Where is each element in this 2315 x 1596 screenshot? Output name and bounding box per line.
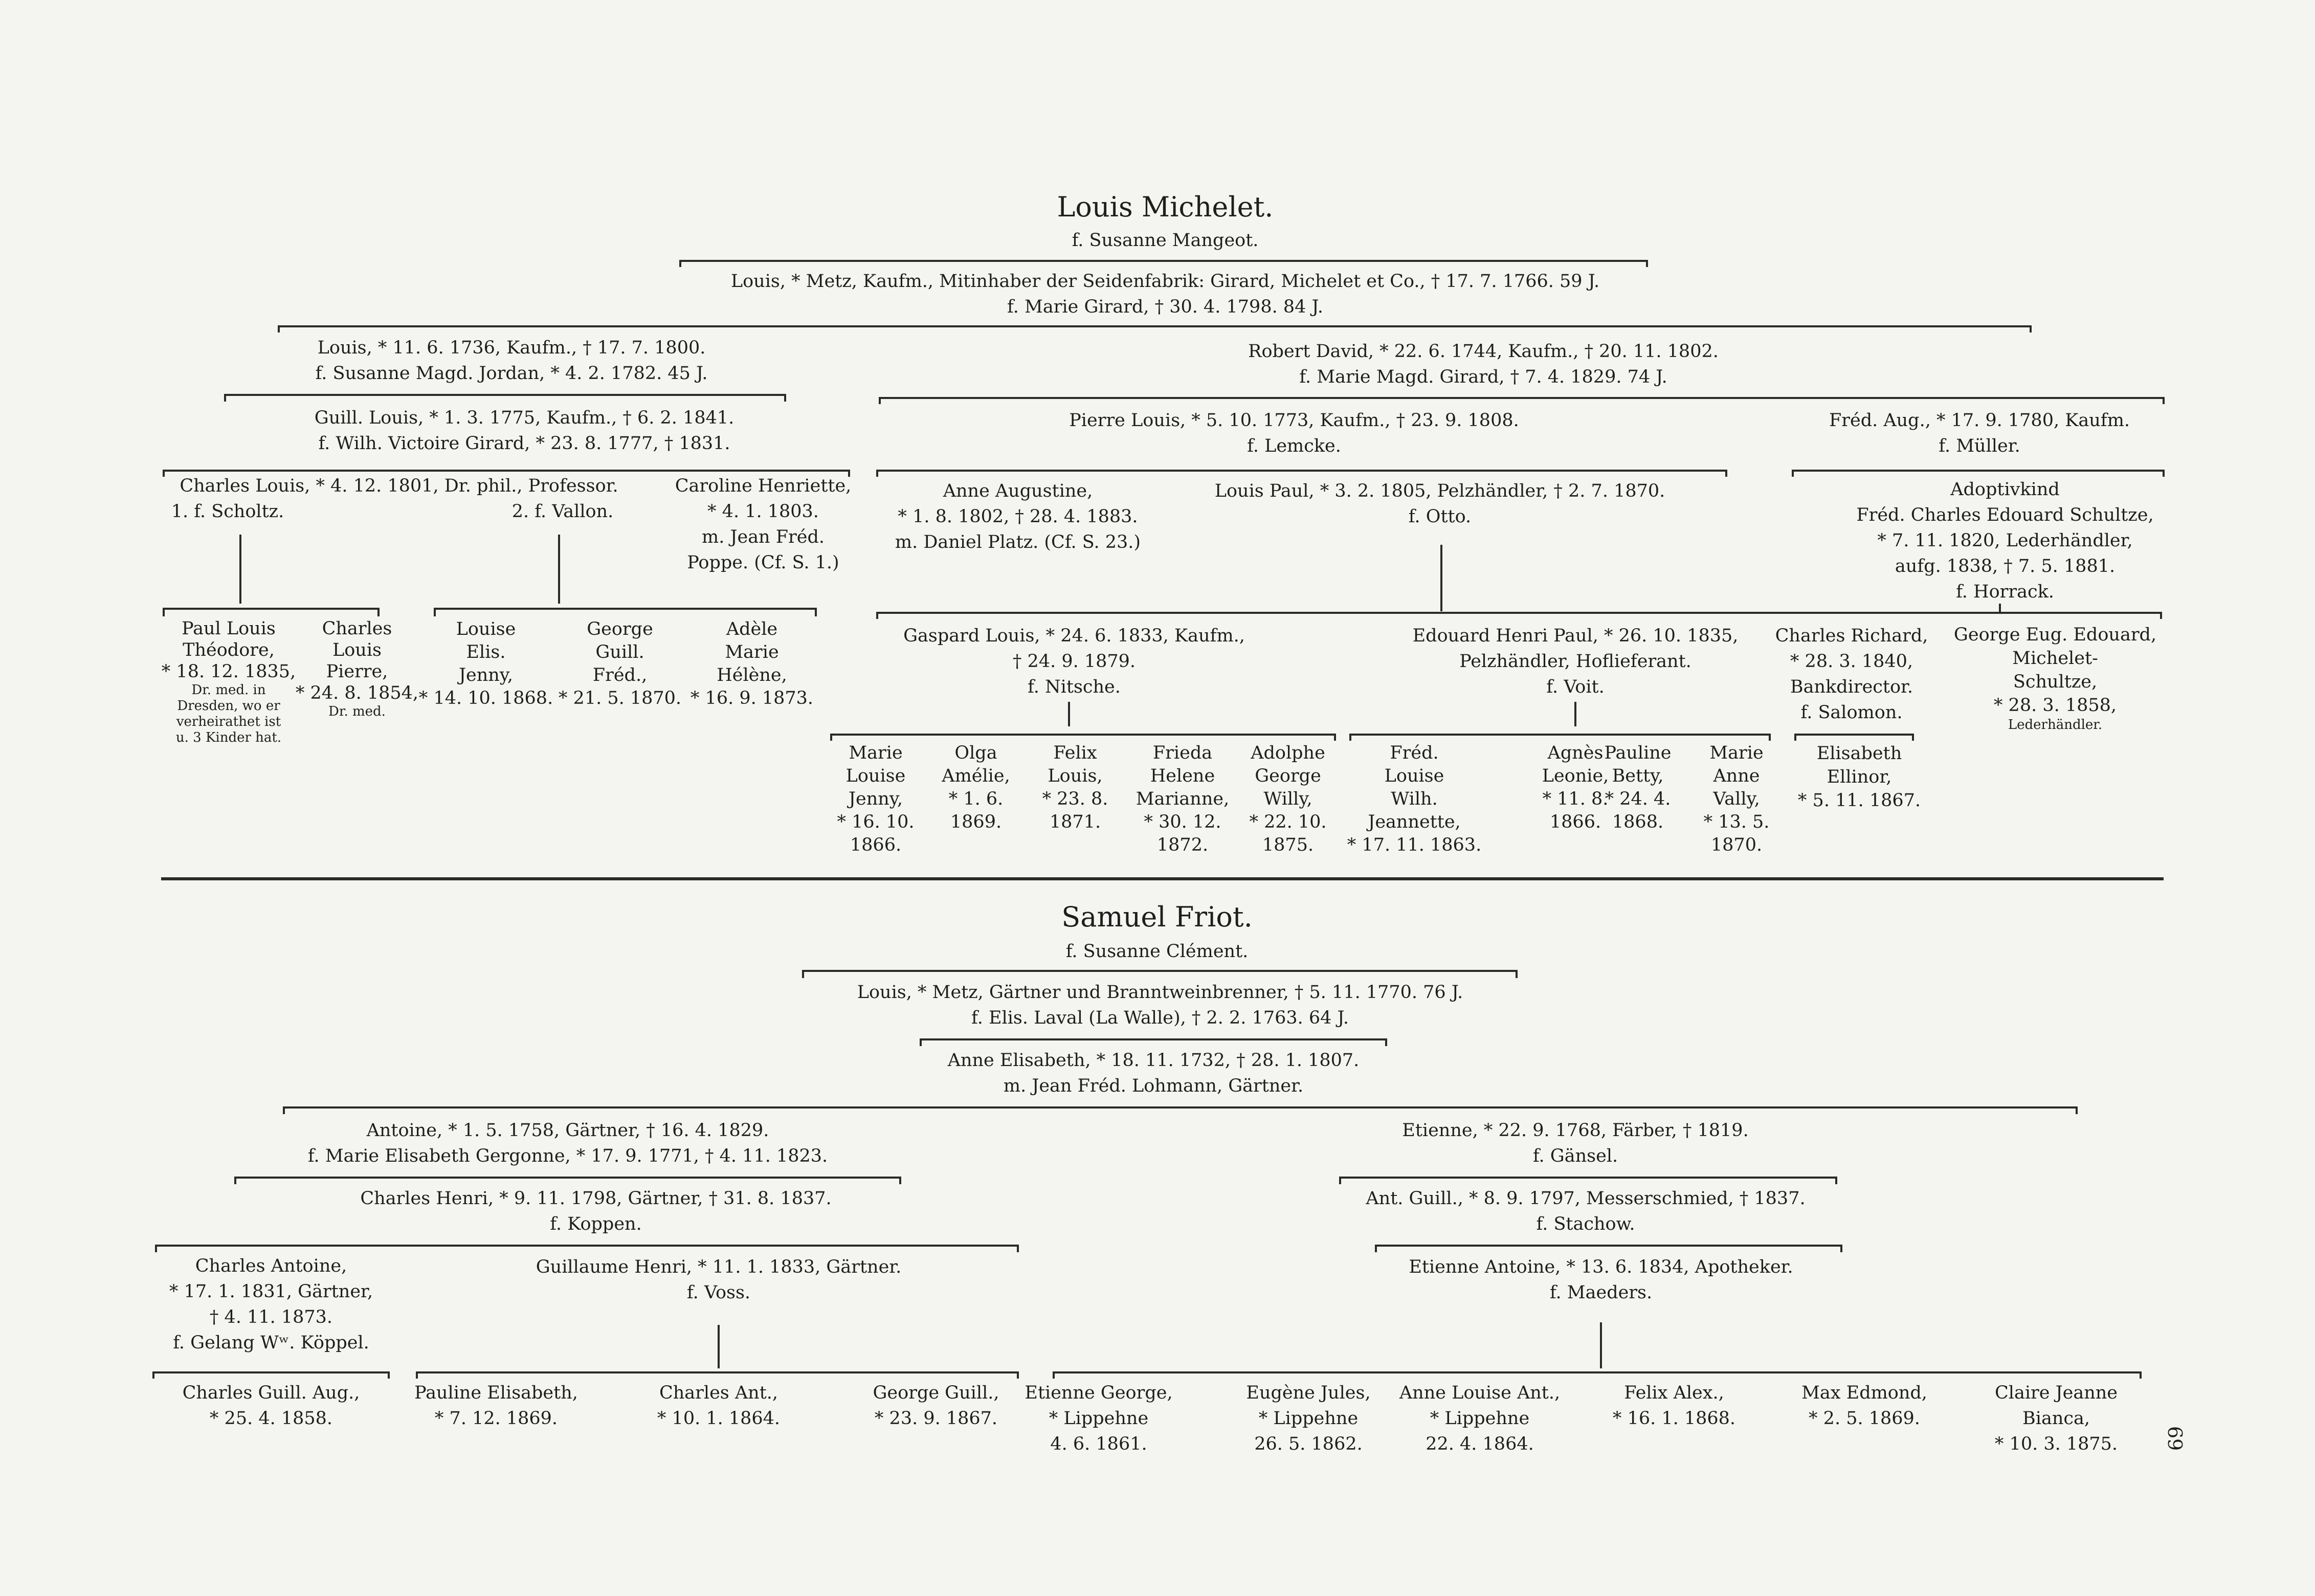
michelet-gen2-robert	[1248, 339, 1719, 390]
etienne-george	[1025, 1380, 1172, 1457]
text-line: Pelzhändler, Hoflieferant.	[1459, 651, 1691, 672]
edouard-henri-paul	[1413, 623, 1739, 700]
text-line: 1871.	[1049, 812, 1101, 832]
text-line: George	[1255, 766, 1321, 786]
text-line: Pierre,	[326, 661, 388, 682]
text-line: f. Gelang Wʷ. Köppel.	[173, 1333, 369, 1353]
spouse-line: f. Koppen.	[550, 1214, 642, 1234]
text-line: Hélène,	[717, 665, 787, 685]
person-line: Louis, * Metz, Kaufm., Mitinhaber der Seidenfabrik: Girard, Michelet et Co., † 17. 7. 1766. 59 J.	[730, 271, 1600, 292]
text-line: * 13. 5.	[1703, 812, 1770, 832]
text-line: Louis	[332, 640, 382, 660]
brace-louis-paul-children	[877, 613, 2161, 619]
friot-spouse: f. Susanne Clément.	[1065, 941, 1249, 962]
text-line: 22. 4. 1864.	[1426, 1434, 1534, 1454]
text-line: * 16. 9. 1873.	[690, 688, 814, 708]
text-line: * 7. 12. 1869.	[434, 1408, 558, 1429]
text-line: * 11. 8.	[1542, 789, 1609, 809]
text-line: * 17. 11. 1863.	[1347, 835, 1482, 855]
text-line: * 16. 10.	[837, 812, 915, 832]
anne-augustine	[895, 478, 1141, 555]
text-line: * 22. 10.	[1249, 812, 1327, 832]
friot-gen1-anne	[948, 1048, 1360, 1099]
olga-amelie	[942, 742, 1010, 834]
text-line: * 10. 3. 1875.	[1994, 1434, 2118, 1454]
brace-charles-antoine-children	[153, 1372, 389, 1379]
text-line: Jenny,	[848, 789, 903, 809]
friot-title: Samuel Friot.	[1061, 901, 1253, 933]
spouse-line: f. Voss.	[686, 1282, 751, 1303]
brace-louis-anne-gen	[921, 1039, 1386, 1046]
text-line: Fréd.,	[592, 665, 648, 685]
etienne-antoine	[1409, 1254, 1793, 1305]
text-line: Marianne,	[1136, 789, 1230, 809]
text-line: 26. 5. 1862.	[1254, 1434, 1363, 1454]
text-line: Amélie,	[942, 766, 1010, 786]
fred-louise-wilh	[1347, 742, 1481, 857]
brace-edouard-children	[1350, 735, 1770, 741]
spouse-line: f. Lemcke.	[1247, 436, 1341, 456]
text-line: * 23. 8.	[1042, 789, 1108, 809]
person-line: Louis, * Metz, Gärtner und Branntweinbrenner, † 5. 11. 1770. 76 J.	[857, 982, 1463, 1003]
charles-louis: Charles Louis, * 4. 12. 1801, Dr. phil., Professor.	[180, 476, 618, 496]
marie-anne-vally	[1704, 742, 1770, 857]
brace-robert-children	[880, 398, 2164, 404]
eugene-jules	[1246, 1380, 1370, 1457]
text-line: Michelet-	[2012, 648, 2098, 669]
spouse-line: f. Elis. Laval (La Walle), † 2. 2. 1763. 64 J.	[971, 1008, 1349, 1028]
brace-charles-richard-child	[1795, 735, 1913, 741]
text-line: * Lippehne	[1049, 1408, 1149, 1429]
marie-louise-jenny	[837, 742, 914, 857]
text-line: Elis.	[466, 642, 506, 662]
text-line: Anne	[1713, 766, 1760, 786]
brace-louis-children	[225, 395, 785, 402]
frieda-helene	[1136, 742, 1229, 857]
person-line: Ant. Guill., * 8. 9. 1797, Messerschmied, † 1837.	[1366, 1188, 1806, 1209]
george-eug-edouard	[1954, 623, 2156, 733]
brace-ant-guill-children	[1376, 1246, 1841, 1252]
text-line: * 14. 10. 1868.	[418, 688, 553, 708]
friot-gen1-louis	[857, 980, 1463, 1031]
spouse-line: f. Gänsel.	[1532, 1146, 1618, 1166]
adele-marie-helene	[691, 618, 813, 710]
text-line: Edouard Henri Paul, * 26. 10. 1835,	[1412, 626, 1739, 646]
text-line: * 30. 12.	[1144, 812, 1221, 832]
louise-elis-jenny	[419, 618, 553, 710]
brace-pierre-louis-children	[877, 471, 1726, 477]
pauline-betty	[1604, 742, 1671, 834]
charles-louis-spouse-2: 2. f. Vallon.	[511, 501, 614, 522]
text-line: 1869.	[950, 812, 1002, 832]
text-line: Anne Louise Ant.,	[1399, 1383, 1561, 1403]
text-line: Charles Antoine,	[195, 1256, 347, 1276]
spouse-line: f. Otto.	[1408, 506, 1472, 527]
elisabeth-ellinor	[1798, 742, 1921, 812]
charles-richard	[1775, 623, 1928, 725]
person-line: Antoine, * 1. 5. 1758, Gärtner, † 16. 4. 1829.	[366, 1120, 769, 1141]
guill-louis	[315, 405, 734, 456]
text-line: George Guill.,	[873, 1383, 999, 1403]
text-line: Bankdirector.	[1790, 677, 1913, 697]
text-line: * 21. 5. 1870.	[558, 688, 682, 708]
text-line: Adoptivkind	[1950, 479, 2060, 500]
text-line: Caroline Henriette,	[675, 476, 852, 496]
person-line: Guill. Louis, * 1. 3. 1775, Kaufm., † 6. 2. 1841.	[314, 408, 734, 428]
text-line: * 4. 1. 1803.	[707, 501, 819, 522]
text-line: f. Voit.	[1546, 677, 1605, 697]
text-line: Schultze,	[2013, 672, 2098, 692]
brace-charles-louis-2-children	[435, 609, 816, 616]
michelet-title: Louis Michelet.	[1057, 191, 1274, 223]
text-line: 1866.	[1549, 812, 1601, 832]
brace-charles-louis-1-children	[164, 609, 379, 616]
note-line: Dr. med.	[328, 704, 386, 719]
text-line: Guill.	[595, 642, 644, 662]
text-line: Marie	[725, 642, 779, 662]
brace-antoine-children	[235, 1178, 900, 1184]
claire-jeanne	[1995, 1380, 2118, 1457]
text-line: Leonie,	[1542, 766, 1609, 786]
pauline-elisabeth	[414, 1380, 578, 1431]
text-line: Betty,	[1612, 766, 1664, 786]
text-line: f. Salomon.	[1800, 702, 1903, 723]
brace-michelet-gen2	[279, 326, 2031, 332]
text-line: Eugène Jules,	[1246, 1383, 1371, 1403]
text-line: Louise	[1384, 766, 1444, 786]
text-line: * 28. 3. 1840,	[1790, 651, 1913, 672]
spouse-line: f. Marie Girard, † 30. 4. 1798. 84 J.	[1007, 297, 1323, 317]
text-line: * 2. 5. 1869.	[1809, 1408, 1920, 1429]
text-line: * 16. 1. 1868.	[1612, 1408, 1736, 1429]
text-line: Claire Jeanne	[1994, 1383, 2118, 1403]
charles-guill-aug	[183, 1380, 360, 1431]
person-line: Anne Elisabeth, * 18. 11. 1732, † 28. 1. 1807.	[947, 1050, 1360, 1071]
text-line: Helene	[1150, 766, 1215, 786]
text-line: Charles Richard,	[1775, 626, 1928, 646]
person-line: Guillaume Henri, * 11. 1. 1833, Gärtner.	[536, 1257, 902, 1277]
text-line: Gaspard Louis, * 24. 6. 1833, Kaufm.,	[903, 626, 1245, 646]
text-line: Poppe. (Cf. S. 1.)	[687, 552, 839, 573]
person-line: Fréd. Aug., * 17. 9. 1780, Kaufm.	[1829, 410, 2130, 431]
text-line: * 25. 4. 1858.	[209, 1408, 333, 1429]
text-line: Jenny,	[458, 665, 514, 685]
text-line: Anne Augustine,	[943, 481, 1093, 501]
note-line: Dresden, wo er	[177, 698, 280, 714]
spouse-line: m. Jean Fréd. Lohmann, Gärtner.	[1003, 1076, 1304, 1096]
paul-louis	[162, 618, 296, 746]
text-line: * 1. 6.	[948, 789, 1004, 809]
brace-charles-henri-children	[156, 1246, 1018, 1252]
text-line: Louis,	[1048, 766, 1103, 786]
spouse-line: f. Müller.	[1939, 436, 2020, 456]
antoine	[308, 1118, 828, 1169]
text-line: * 23. 9. 1867.	[874, 1408, 998, 1429]
text-line: * 24. 8. 1854,	[295, 683, 419, 703]
text-line: Paul Louis	[182, 618, 276, 639]
text-line: f. Nitsche.	[1028, 677, 1121, 697]
text-line: Théodore,	[183, 640, 275, 660]
text-line: f. Horrack.	[1956, 582, 2054, 602]
text-line: Louise	[456, 619, 516, 639]
gaspard-louis	[903, 623, 1245, 700]
text-line: 1868.	[1612, 812, 1664, 832]
text-line: Elisabeth	[1816, 743, 1902, 764]
note-line: verheirathet ist	[176, 714, 281, 729]
anne-louise-ant	[1399, 1380, 1560, 1457]
text-line: * 18. 12. 1835,	[161, 661, 296, 682]
felix-louis	[1042, 742, 1108, 834]
text-line: Fréd. Charles Edouard Schultze,	[1856, 505, 2154, 525]
michelet-gen2-louis	[316, 335, 708, 386]
text-line: 1870.	[1710, 835, 1763, 855]
text-line: 1872.	[1156, 835, 1209, 855]
text-line: * 5. 11. 1867.	[1797, 790, 1921, 811]
text-line: Wilh.	[1391, 789, 1438, 809]
george-guill-fred	[559, 618, 681, 710]
text-line: Charles Ant.,	[659, 1383, 778, 1403]
spouse-line: f. Wilh. Victoire Girard, * 23. 8. 1777, † 1831.	[318, 433, 730, 454]
brace-etienne-antoine-children	[1054, 1372, 2141, 1379]
spouse-line: f. Susanne Magd. Jordan, * 4. 2. 1782. 45 J.	[315, 363, 708, 384]
text-line: * 1. 8. 1802, † 28. 4. 1883.	[898, 506, 1138, 527]
text-line: aufg. 1838, † 7. 5. 1881.	[1895, 556, 2116, 577]
charles-ant	[657, 1380, 780, 1431]
text-line: Adèle	[726, 619, 778, 639]
person-line: Charles Henri, * 9. 11. 1798, Gärtner, † 31. 8. 1837.	[360, 1188, 832, 1209]
person-line: Pierre Louis, * 5. 10. 1773, Kaufm., † 23. 9. 1808.	[1069, 410, 1519, 431]
text-line: Fréd.	[1390, 743, 1439, 763]
text-line: Marie	[1709, 743, 1764, 763]
text-line: * Lippehne	[1430, 1408, 1530, 1429]
agnes-leonie	[1542, 742, 1609, 834]
brace-friot-gen2	[284, 1107, 2077, 1114]
michelet-gen1-louis	[731, 269, 1599, 320]
text-line: Charles Guill. Aug.,	[182, 1383, 360, 1403]
felix-alex	[1613, 1380, 1735, 1431]
text-line: Willy,	[1263, 789, 1312, 809]
louis-paul	[1215, 478, 1665, 529]
text-line: * Lippehne	[1258, 1408, 1359, 1429]
text-line: * 10. 1. 1864.	[657, 1408, 781, 1429]
text-line: m. Daniel Platz. (Cf. S. 23.)	[895, 532, 1141, 552]
text-line: 1866.	[850, 835, 902, 855]
text-line: Pauline	[1604, 743, 1672, 763]
text-line: Felix Alex.,	[1624, 1383, 1724, 1403]
etienne	[1402, 1118, 1748, 1169]
text-line: Ellinor,	[1827, 767, 1892, 787]
person-line: Louis, * 11. 6. 1736, Kaufm., † 17. 7. 1800.	[317, 338, 706, 358]
brace-guillaume-henri-children	[417, 1372, 1018, 1379]
text-line: Max Edmond,	[1801, 1383, 1927, 1403]
brace-michelet-gen1	[680, 261, 1647, 267]
max-edmond	[1801, 1380, 1927, 1431]
text-line: 4. 6. 1861.	[1050, 1434, 1147, 1454]
text-line: 1875.	[1262, 835, 1314, 855]
text-line: † 4. 11. 1873.	[209, 1307, 333, 1327]
charles-antoine	[169, 1253, 373, 1356]
text-line: * 17. 1. 1831, Gärtner,	[169, 1281, 373, 1302]
person-line: Etienne Antoine, * 13. 6. 1834, Apotheker.	[1409, 1257, 1793, 1277]
text-line: George Eug. Edouard,	[1953, 625, 2157, 645]
text-line: m. Jean Fréd.	[702, 527, 825, 547]
brace-gaspard-children	[831, 735, 1335, 741]
spouse-line: f. Stachow.	[1536, 1214, 1635, 1234]
text-line: Charles	[322, 618, 392, 639]
ant-guill	[1366, 1186, 1805, 1237]
text-line: Bianca,	[2022, 1408, 2090, 1429]
michelet-spouse: f. Susanne Mangeot.	[1072, 230, 1259, 251]
page-number: 69	[2164, 1426, 2187, 1451]
text-line: Marie	[849, 743, 903, 763]
adoptivkind	[1856, 477, 2153, 605]
text-line: † 24. 9. 1879.	[1012, 651, 1136, 672]
text-line: Jeannette,	[1368, 812, 1461, 832]
adolphe-george	[1249, 742, 1326, 857]
person-line: Etienne, * 22. 9. 1768, Färber, † 1819.	[1402, 1120, 1749, 1141]
caroline-henriette	[675, 473, 852, 575]
text-line: Agnès	[1547, 743, 1604, 763]
text-line: Olga	[954, 743, 997, 763]
person-line: Louis Paul, * 3. 2. 1805, Pelzhändler, † 2. 7. 1870.	[1214, 481, 1665, 501]
text-line: Felix	[1053, 743, 1097, 763]
pierre-louis	[1069, 408, 1519, 459]
note-line: Dr. med. in	[191, 682, 266, 698]
text-line: Vally,	[1713, 789, 1760, 809]
guillaume-henri	[536, 1254, 902, 1305]
charles-henri	[360, 1186, 831, 1237]
person-line: Robert David, * 22. 6. 1744, Kaufm., † 20. 11. 1802.	[1248, 341, 1719, 362]
text-line: George	[587, 619, 653, 639]
text-line: Louise	[845, 766, 906, 786]
fred-aug	[1829, 408, 2130, 459]
charles-louis-pierre	[296, 618, 418, 720]
note-line: u. 3 Kinder hat.	[175, 730, 282, 745]
spouse-line: f. Maeders.	[1549, 1282, 1653, 1303]
george-guill-friot	[873, 1380, 999, 1431]
brace-etienne-children	[1340, 1178, 1836, 1184]
text-line: Adolphe	[1251, 743, 1325, 763]
text-line: * 24. 4.	[1605, 789, 1671, 809]
text-line: * 28. 3. 1858,	[1993, 695, 2117, 716]
note-line: Lederhändler.	[2008, 717, 2103, 733]
text-line: Frieda	[1152, 743, 1213, 763]
brace-fred-aug-child	[1793, 471, 2164, 477]
text-line: Pauline Elisabeth,	[414, 1383, 578, 1403]
text-line: Etienne George,	[1025, 1383, 1173, 1403]
brace-friot-gen1	[803, 971, 1517, 978]
spouse-line: f. Marie Elisabeth Gergonne, * 17. 9. 1771, † 4. 11. 1823.	[307, 1146, 828, 1166]
charles-louis-spouse-1: 1. f. Scholtz.	[171, 501, 284, 522]
text-line: * 7. 11. 1820, Lederhändler,	[1877, 530, 2133, 551]
section-divider	[161, 877, 2164, 880]
spouse-line: f. Marie Magd. Girard, † 7. 4. 1829. 74 J.	[1299, 367, 1667, 387]
